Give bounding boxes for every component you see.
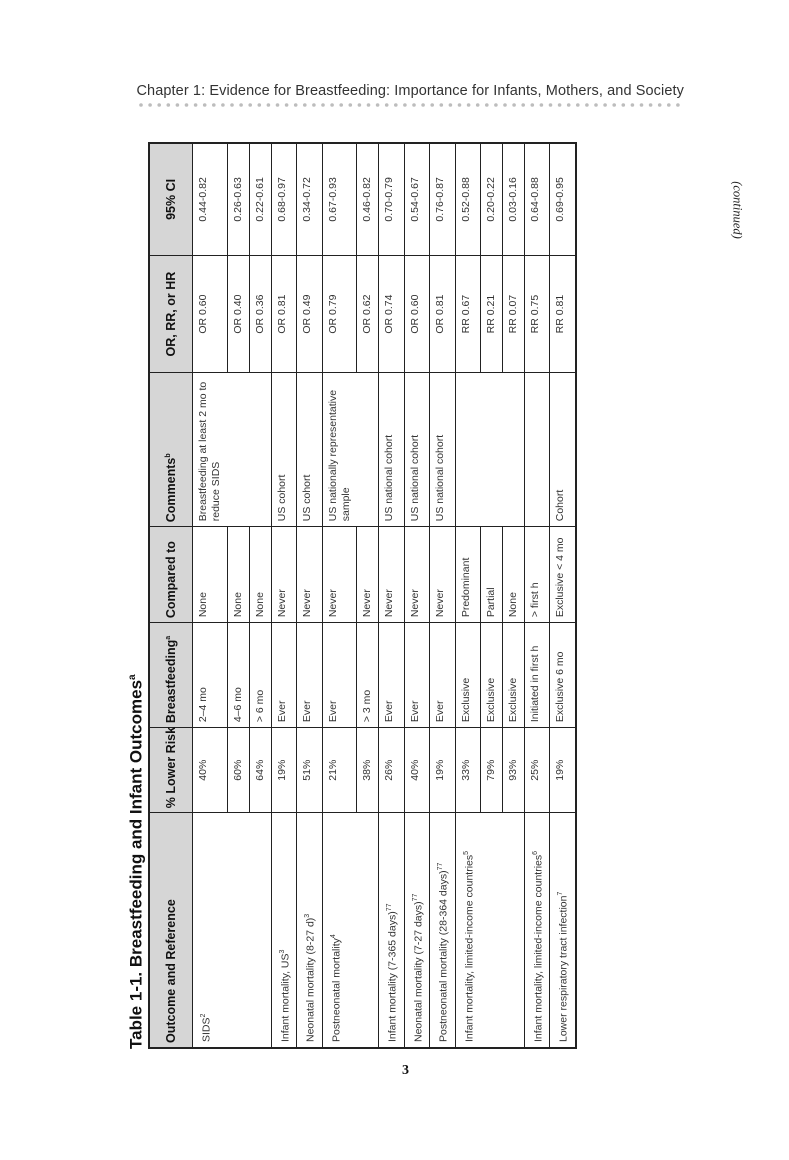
table-title — [118, 142, 148, 1049]
reference-superscript: 3 — [278, 949, 286, 954]
cell-bf — [455, 623, 480, 728]
cell-text: 0.64-0.88 — [528, 177, 541, 222]
cell-risk — [357, 728, 379, 813]
reference-superscript: 77 — [386, 903, 393, 912]
cell-comment — [404, 373, 430, 527]
column-header — [149, 373, 193, 527]
cell-cmp — [193, 527, 228, 623]
column-header-footnote: b — [164, 453, 172, 458]
cell-outcome — [271, 813, 297, 1048]
cell-text: 0.68-0.97 — [275, 177, 288, 222]
cell-risk — [249, 728, 271, 813]
table-row — [357, 143, 379, 1048]
cell-text: US national cohort — [383, 434, 395, 522]
cell-cmp — [357, 527, 379, 623]
cell-or — [297, 255, 323, 373]
cell-or — [227, 255, 249, 373]
table-row — [455, 143, 480, 1048]
cell-text: Infant mortality (7-365 days) — [386, 911, 399, 1042]
cell-text: Never — [408, 589, 421, 618]
cell-or — [550, 255, 576, 373]
cell-text: Ever — [301, 700, 313, 723]
cell-bf — [404, 623, 430, 728]
column-header — [149, 813, 193, 1048]
cell-cmp — [271, 527, 297, 623]
cell-or — [524, 255, 550, 373]
cell-text: Initiated in first h — [528, 645, 541, 723]
cell-text: Never — [326, 589, 339, 618]
cell-text: 40% — [197, 759, 209, 781]
table-row — [322, 143, 357, 1048]
continued-note — [727, 140, 747, 280]
cell-or — [249, 255, 271, 373]
cell-text: OR 0.40 — [231, 294, 244, 334]
cell-bf — [227, 623, 249, 728]
column-header-label: Breastfeeding — [164, 639, 178, 724]
cell-bf — [502, 623, 524, 728]
cell-text: 0.54-0.67 — [408, 177, 421, 222]
cell-text: Ever — [326, 700, 339, 723]
cell-text: Never — [383, 589, 395, 618]
cell-text: 0.34-0.72 — [301, 177, 313, 222]
cell-outcome — [249, 813, 271, 1048]
cell-text: Never — [361, 589, 373, 618]
cell-text: OR 0.60 — [408, 294, 421, 334]
cell-text: 60% — [231, 759, 244, 781]
cell-ci — [480, 143, 502, 255]
cell-text: Exclusive — [484, 677, 497, 723]
cell-cmp — [227, 527, 249, 623]
cell-text: 38% — [361, 759, 373, 781]
cell-bf — [297, 623, 323, 728]
cell-text: US national cohort — [408, 434, 421, 522]
cell-text: 0.70-0.79 — [383, 177, 395, 222]
cell-risk — [502, 728, 524, 813]
cell-ci — [404, 143, 430, 255]
table-row — [524, 143, 550, 1048]
cell-ci — [297, 143, 323, 255]
cell-text: Infant mortality, US — [279, 953, 291, 1042]
cell-text: 33% — [459, 759, 472, 781]
cell-text: None — [231, 592, 244, 618]
cell-outcome — [524, 813, 550, 1048]
table-row — [550, 143, 576, 1048]
cell-cmp — [297, 527, 323, 623]
cell-cmp — [249, 527, 271, 623]
cell-risk — [297, 728, 323, 813]
reference-superscript: 4 — [329, 934, 337, 939]
cell-text: US cohort — [275, 474, 288, 522]
cell-bf — [430, 623, 456, 728]
column-header — [149, 728, 193, 813]
cell-bf — [357, 623, 379, 728]
cell-text: Postneonatal mortality — [330, 938, 342, 1042]
table-row — [227, 143, 249, 1048]
cell-text: 0.69-0.95 — [554, 177, 566, 222]
table-row — [379, 143, 405, 1048]
cell-text: Exclusive 6 mo — [554, 651, 566, 723]
column-header-label: OR, RR, or HR — [164, 271, 178, 357]
table-row — [404, 143, 430, 1048]
cell-comment — [480, 373, 502, 527]
cell-text: OR 0.74 — [383, 294, 395, 334]
cell-text: 79% — [484, 759, 497, 781]
cell-outcome — [322, 813, 357, 1048]
cell-bf — [550, 623, 576, 728]
cell-text: 26% — [383, 759, 395, 781]
cell-text: US national cohort — [434, 434, 446, 522]
reference-superscript: 77 — [411, 893, 419, 902]
cell-text: Breastfeeding at least 2 mo to reduce SIDS — [197, 381, 222, 522]
cell-risk — [379, 728, 405, 813]
cell-text: OR 0.36 — [253, 294, 266, 334]
cell-risk — [193, 728, 228, 813]
cell-outcome — [357, 813, 379, 1048]
cell-comment — [297, 373, 323, 527]
cell-or — [455, 255, 480, 373]
cell-cmp — [404, 527, 430, 623]
cell-ci — [227, 143, 249, 255]
cell-text: Ever — [434, 700, 446, 723]
cell-risk — [404, 728, 430, 813]
table-row — [502, 143, 524, 1048]
reference-superscript: 6 — [531, 850, 539, 855]
running-header: Chapter 1: Evidence for Breastfeeding: Importance for Infants, Mothers, and Society — [136, 83, 684, 99]
cell-text: 0.20-0.22 — [484, 177, 497, 222]
cell-text: Never — [434, 589, 446, 618]
column-header-label: Comments — [164, 457, 178, 523]
cell-text: OR 0.81 — [275, 294, 288, 334]
cell-cmp — [480, 527, 502, 623]
cell-text: Ever — [383, 700, 395, 723]
cell-comment — [227, 373, 249, 527]
cell-text: None — [253, 592, 266, 618]
cell-risk — [430, 728, 456, 813]
column-header-footnote: a — [164, 635, 172, 640]
reference-superscript: 2 — [200, 1013, 207, 1018]
cell-text: 19% — [275, 759, 288, 781]
cell-outcome — [297, 813, 323, 1048]
cell-ci — [322, 143, 357, 255]
cell-text: Exclusive < 4 mo — [554, 537, 566, 618]
cell-ci — [502, 143, 524, 255]
cell-or — [271, 255, 297, 373]
cell-bf — [249, 623, 271, 728]
cell-comment — [430, 373, 456, 527]
column-header — [149, 623, 193, 728]
cell-bf — [524, 623, 550, 728]
cell-or — [502, 255, 524, 373]
cell-text: Lower respiratory tract infection — [557, 895, 570, 1042]
cell-ci — [430, 143, 456, 255]
table-title-text: Table 1-1. Breastfeeding and Infant Outcomes — [126, 679, 146, 1049]
cell-bf — [322, 623, 357, 728]
cell-ci — [379, 143, 405, 255]
cell-comment — [322, 373, 357, 527]
cell-outcome — [379, 813, 405, 1048]
cell-text: Predominant — [459, 557, 472, 618]
cell-text: RR 0.81 — [554, 294, 566, 334]
cell-outcome — [430, 813, 456, 1048]
cell-cmp — [550, 527, 576, 623]
cell-text: 64% — [253, 759, 266, 781]
table-title-footnote: a — [127, 674, 138, 680]
cell-text: 0.22-0.61 — [253, 177, 266, 222]
table-row — [249, 143, 271, 1048]
table-row — [193, 143, 228, 1048]
cell-ci — [357, 143, 379, 255]
column-header — [149, 143, 193, 255]
cell-text: US cohort — [301, 474, 313, 522]
cell-text: 0.26-0.63 — [231, 177, 244, 222]
cell-outcome — [480, 813, 502, 1048]
cell-comment — [502, 373, 524, 527]
reference-superscript: 77 — [437, 862, 444, 871]
cell-text: SIDS — [200, 1017, 213, 1042]
cell-comment — [193, 373, 228, 527]
cell-text: Ever — [408, 700, 421, 723]
cell-text: Neonatal mortality (7-27 days) — [412, 901, 424, 1042]
cell-comment — [271, 373, 297, 527]
cell-text: Cohort — [554, 489, 566, 522]
column-header-label: Outcome and Reference — [164, 899, 178, 1043]
cell-outcome — [455, 813, 480, 1048]
cell-or — [480, 255, 502, 373]
cell-comment — [357, 373, 379, 527]
reference-superscript: 7 — [557, 891, 564, 896]
cell-text: 25% — [528, 759, 541, 781]
column-header-label: Compared to — [164, 541, 178, 619]
table-body — [193, 143, 576, 1048]
cell-text: RR 0.07 — [506, 294, 519, 334]
cell-text: 0.03-0.16 — [506, 177, 519, 222]
cell-text: OR 0.81 — [434, 294, 446, 334]
cell-or — [322, 255, 357, 373]
cell-or — [357, 255, 379, 373]
cell-text: 21% — [326, 759, 339, 781]
cell-text: OR 0.79 — [326, 294, 339, 334]
cell-text: Partial — [484, 587, 497, 618]
cell-text: 19% — [434, 759, 446, 781]
cell-text: Never — [301, 589, 313, 618]
cell-text: Exclusive — [506, 677, 519, 723]
cell-text: Infant mortality, limited-income countries — [463, 854, 475, 1042]
cell-cmp — [502, 527, 524, 623]
cell-text: RR 0.67 — [459, 294, 472, 334]
cell-ci — [524, 143, 550, 255]
cell-text: 0.46-0.82 — [361, 177, 373, 222]
cell-outcome — [227, 813, 249, 1048]
cell-comment — [249, 373, 271, 527]
table-row — [480, 143, 502, 1048]
cell-cmp — [379, 527, 405, 623]
cell-outcome — [404, 813, 430, 1048]
table-row — [430, 143, 456, 1048]
cell-comment — [524, 373, 550, 527]
cell-text: Ever — [275, 700, 288, 723]
cell-risk — [480, 728, 502, 813]
cell-comment — [379, 373, 405, 527]
cell-text: 0.76-0.87 — [434, 177, 446, 222]
column-header-label: % Lower Risk — [164, 726, 178, 809]
column-header — [149, 527, 193, 623]
cell-outcome — [502, 813, 524, 1048]
cell-or — [404, 255, 430, 373]
cell-bf — [480, 623, 502, 728]
cell-text: OR 0.60 — [197, 294, 209, 334]
cell-text: 4–6 mo — [231, 687, 244, 723]
cell-text: RR 0.75 — [528, 294, 541, 334]
cell-text: Infant mortality, limited-income countries — [532, 854, 544, 1042]
cell-bf — [379, 623, 405, 728]
cell-text: 2–4 mo — [197, 687, 209, 723]
table-row — [271, 143, 297, 1048]
cell-risk — [271, 728, 297, 813]
reference-superscript: 5 — [462, 850, 470, 855]
cell-cmp — [524, 527, 550, 623]
cell-text: 0.67-0.93 — [326, 177, 339, 222]
cell-ci — [550, 143, 576, 255]
cell-comment — [455, 373, 480, 527]
table-row — [297, 143, 323, 1048]
table-header-row — [149, 143, 193, 1048]
cell-text: 40% — [408, 759, 421, 781]
cell-text: > 6 mo — [253, 689, 266, 723]
reference-superscript: 3 — [304, 913, 311, 918]
cell-text: 51% — [301, 759, 313, 781]
column-header-label: 95% CI — [164, 178, 178, 220]
cell-text: Exclusive — [459, 677, 472, 723]
cell-text: US nationally representative sample — [326, 389, 352, 522]
cell-text: > first h — [528, 582, 541, 618]
cell-text: 0.52-0.88 — [459, 177, 472, 222]
cell-text: Neonatal mortality (8-27 d) — [304, 917, 317, 1042]
cell-text: Never — [275, 589, 288, 618]
cell-text: RR 0.21 — [484, 294, 497, 334]
outcomes-table — [148, 142, 577, 1049]
cell-ci — [249, 143, 271, 255]
cell-text: 19% — [554, 759, 566, 781]
header-dotted-rule — [138, 102, 686, 108]
rotated-table-container — [118, 142, 721, 1049]
cell-or — [430, 255, 456, 373]
cell-text: OR 0.49 — [301, 294, 313, 334]
cell-risk — [227, 728, 249, 813]
cell-text: None — [506, 592, 519, 618]
cell-text: None — [197, 592, 209, 618]
cell-text: Postneonatal mortality (28-364 days) — [437, 870, 450, 1042]
cell-cmp — [455, 527, 480, 623]
cell-outcome — [193, 813, 228, 1048]
cell-text: OR 0.62 — [361, 294, 373, 334]
cell-comment — [550, 373, 576, 527]
cell-cmp — [322, 527, 357, 623]
cell-risk — [322, 728, 357, 813]
page-number: 3 — [402, 1063, 409, 1078]
column-header — [149, 255, 193, 373]
cell-risk — [550, 728, 576, 813]
cell-cmp — [430, 527, 456, 623]
cell-text: 0.44-0.82 — [197, 177, 209, 222]
cell-or — [379, 255, 405, 373]
continued-label: (continued) — [730, 181, 745, 239]
cell-ci — [193, 143, 228, 255]
cell-bf — [271, 623, 297, 728]
cell-or — [193, 255, 228, 373]
cell-text: 93% — [506, 759, 519, 781]
cell-risk — [455, 728, 480, 813]
cell-bf — [193, 623, 228, 728]
cell-ci — [455, 143, 480, 255]
cell-text: > 3 mo — [361, 689, 373, 723]
cell-risk — [524, 728, 550, 813]
cell-ci — [271, 143, 297, 255]
cell-outcome — [550, 813, 576, 1048]
